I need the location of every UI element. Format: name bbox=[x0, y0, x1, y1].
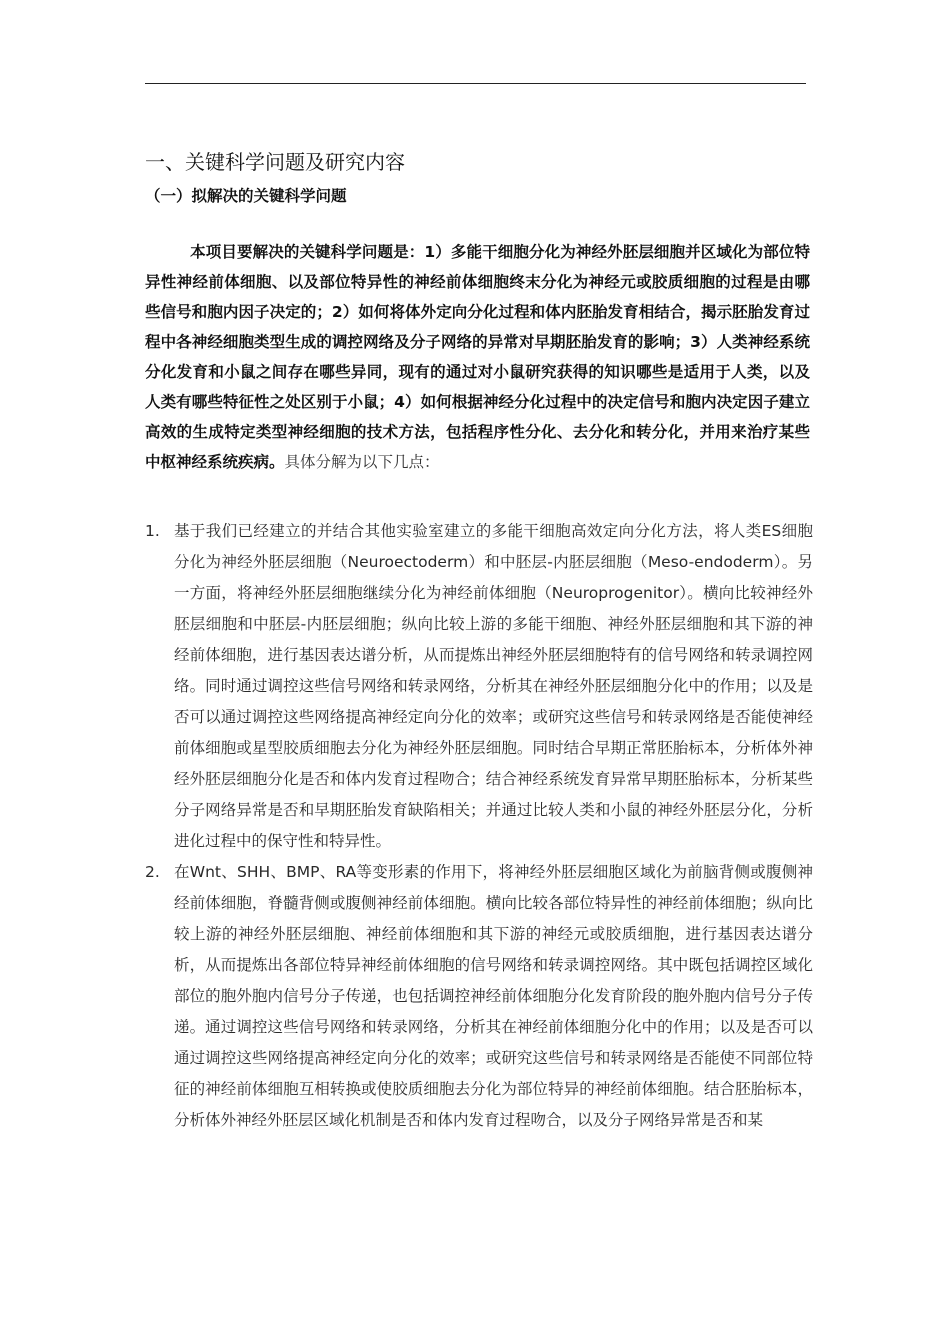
section-heading: 一、关键科学问题及研究内容 bbox=[145, 150, 405, 174]
list-item-number: 2. bbox=[145, 863, 160, 881]
list-item-text: 在Wnt、SHH、BMP、RA等变形素的作用下，将神经外胚层细胞区域化为前脑背侧或腹侧神经前体细胞，脊髓背侧或腹侧神经前体细胞。横向比较各部位特异性的神经前体细胞；纵向比较上游的神经外胚层细胞、神经前体细胞和其下游的神经元或胶质细胞，进行基因表达谱分析，从而提炼出各部位特异神经前体细胞的信号网络和转录调控网络。其中既包括调控区域化部位的胞外胞内信号分子传递，也包括调控神经前体细胞分化发育阶段的胞外胞内信号分子传递。通过调控这些信号网络和转录网络，分析其在神经前体细胞分化中的作用；以及是否可以通过调控这些网络提高神经定向分化的效率；或研究这些信号和转录网络是否能使不同部位特征的神经前体细胞互相转换或使胶质细胞去分化为部位特异的神经前体细胞。结合胚胎标本，分析体外神经外胚层区域化机制是否和体内发育过程吻合，以及分子网络异常是否和某 bbox=[174, 863, 813, 1129]
list-item bbox=[145, 516, 813, 857]
list-item-number: 1. bbox=[145, 522, 160, 540]
research-content-list bbox=[145, 516, 813, 1136]
key-questions-text: 本项目要解决的关键科学问题是：1）多能干细胞分化为神经外胚层细胞并区域化为部位特异性神经前体细胞、以及部位特异性的神经前体细胞终末分化为神经元或胶质细胞的过程是由哪些信号和胞内因子决定的；2）如何将体外定向分化过程和体内胚胎发育相结合，揭示胚胎发育过程中各神经细胞类型生成的调控网络及分子网络的异常对早期胚胎发育的影响；3）人类神经系统分化发育和小鼠之间存在哪些异同，现有的通过对小鼠研究获得的知识哪些是适用于人类，以及人类有哪些特征性之处区别于小鼠；4）如何根据神经分化过程中的决定信号和胞内决定因子建立高效的生成特定类型神经细胞的技术方法，包括程序性分化、去分化和转分化，并用来治疗某些中枢神经系统疾病。 bbox=[145, 243, 810, 471]
intro-paragraph bbox=[145, 237, 810, 477]
intro-tail-text: 具体分解为以下几点： bbox=[284, 453, 440, 471]
list-item-text: 基于我们已经建立的并结合其他实验室建立的多能干细胞高效定向分化方法，将人类ES细胞分化为神经外胚层细胞（Neuroectoderm）和中胚层-内胚层细胞（Meso-endoderm）。另一方面，将神经外胚层细胞继续分化为神经前体细胞（Neuroprogenitor）。横向比较神经外胚层细胞和中胚层-内胚层细胞；纵向比较上游的多能干细胞、神经外胚层细胞和其下游的神经前体细胞，进行基因表达谱分析，从而提炼出神经外胚层细胞特有的信号网络和转录调控网络。同时通过调控这些信号网络和转录网络，分析其在神经外胚层细胞分化中的作用；以及是否可以通过调控这些网络提高神经定向分化的效率；或研究这些信号和转录网络是否能使神经前体细胞或星型胶质细胞去分化为神经外胚层细胞。同时结合早期正常胚胎标本，分析体外神经外胚层细胞分化是否和体内发育过程吻合；结合神经系统发育异常早期胚胎标本，分析某些分子网络异常是否和早期胚胎发育缺陷相关；并通过比较人类和小鼠的神经外胚层分化，分析进化过程中的保守性和特异性。 bbox=[174, 522, 813, 850]
list-item bbox=[145, 857, 813, 1136]
subsection-heading: （一）拟解决的关键科学问题 bbox=[145, 187, 347, 205]
header-rule bbox=[145, 83, 806, 84]
